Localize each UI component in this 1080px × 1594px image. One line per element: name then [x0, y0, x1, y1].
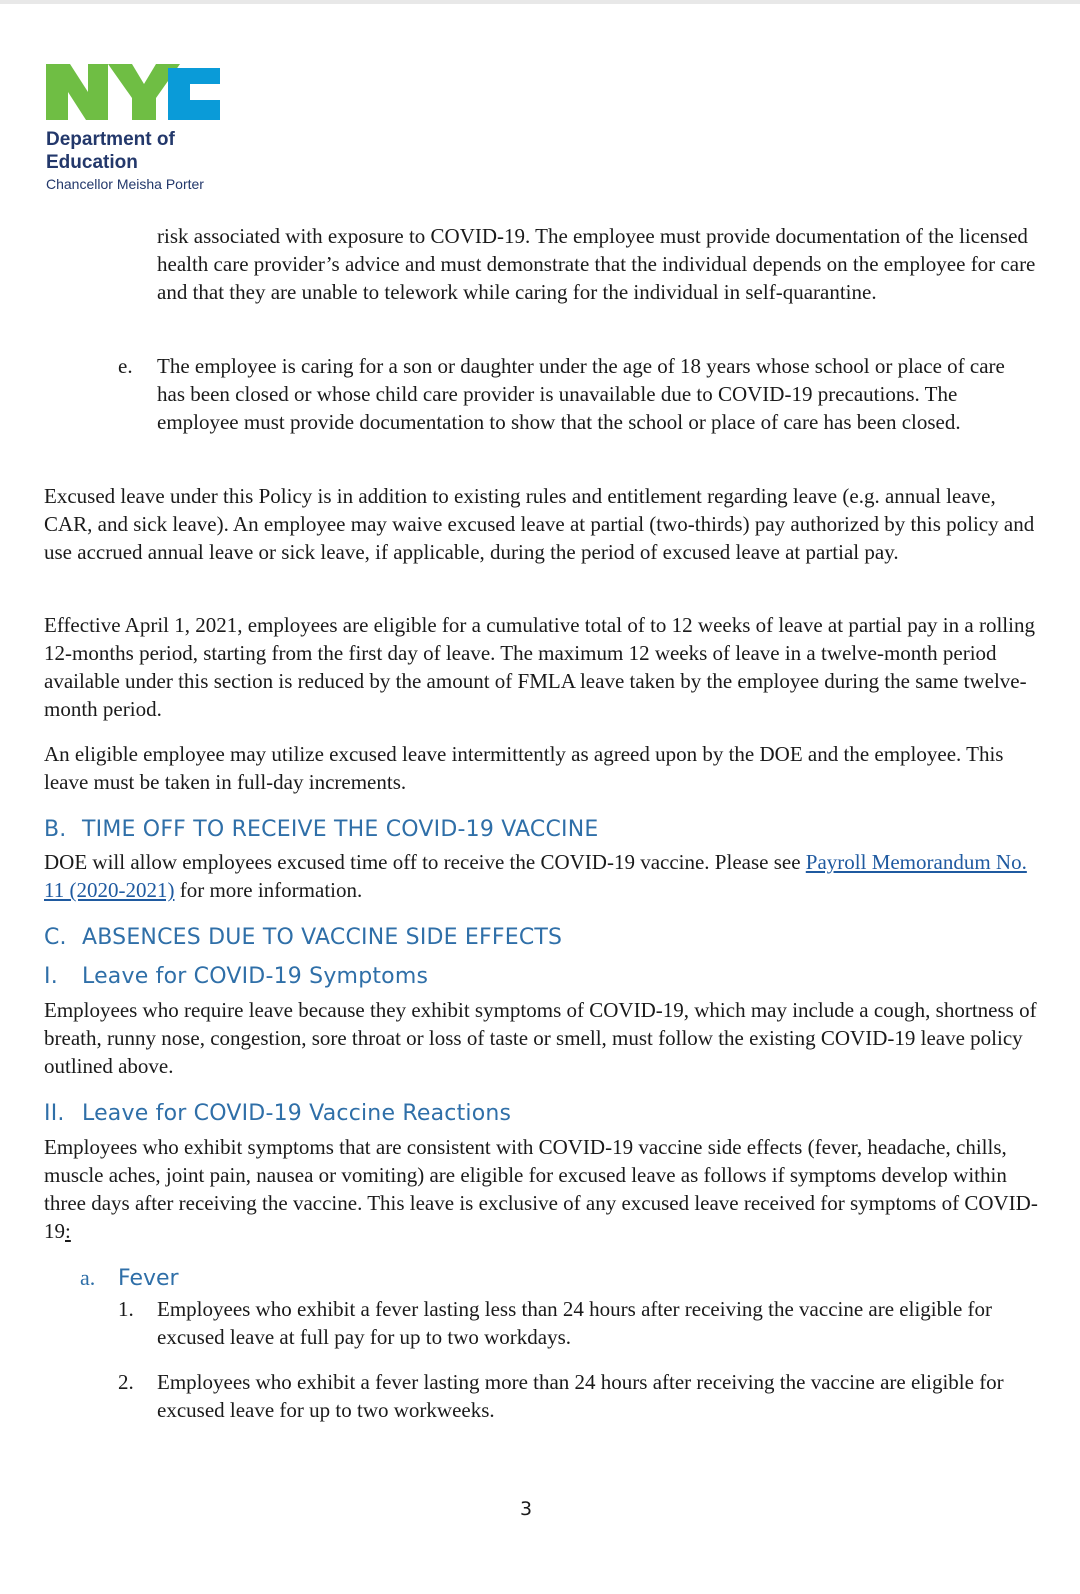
heading-section-b — [44, 816, 599, 844]
subheading-fever — [80, 1264, 179, 1293]
continuation-paragraph: risk associated with exposure to COVID-19. The employee must provide documentation of the licensed health care provider’s advice and must demonstrate that the individual depends on the employee for care and that they are unable to telework while caring for the individual in self-quarantine. — [157, 224, 1036, 304]
section-b-text-end: for more information. — [174, 878, 363, 902]
section-ii-colon: : — [65, 1219, 71, 1243]
nyc-wordmark-icon — [44, 62, 224, 124]
heading-section-ii — [44, 1100, 511, 1128]
section-b-number: B. — [44, 817, 67, 842]
department-name: Department of Education — [46, 129, 175, 173]
section-c-number: C. — [44, 925, 67, 950]
list-marker-2: 2. — [118, 1370, 134, 1394]
list-item-e: The employee is caring for a son or daughter under the age of 18 years whose school or place of care has been closed or whose child care provider is unavailable due to COVID-19 precautions. The employee must provide documentation to show that the school or place of care has been closed. — [157, 354, 1005, 434]
heading-section-i — [44, 963, 428, 991]
paragraph-section-b — [44, 848, 1044, 904]
payroll-memorandum-link[interactable]: Payroll Memorandum No. 11 (2020-2021) — [44, 850, 1027, 902]
paragraph-section-i: Employees who require leave because they exhibit symptoms of COVID-19, which may include a cough, shortness of breath, runny nose, congestion, sore throat or loss of taste or smell, must follow the existing COVID-19 leave policy outlined above. — [44, 998, 1037, 1078]
section-c-title: ABSENCES DUE TO VACCINE SIDE EFFECTS — [82, 925, 563, 950]
paragraph-effective-date: Effective April 1, 2021, employees are eligible for a cumulative total of to 12 weeks of leave at partial pay in a rolling 12-months period, starting from the first day of leave. The maximum 12 weeks of leave in a twelve-month period available under this section is reduced by the amount of FMLA leave taken by the employee during the same twelve-month period. — [44, 613, 1035, 721]
subheading-title: Fever — [118, 1266, 179, 1291]
paragraph-intermittent: An eligible employee may utilize excused leave intermittently as agreed upon by the DOE and the employee. This leave must be taken in full-day increments. — [44, 742, 1004, 794]
list-marker-1: 1. — [118, 1297, 134, 1321]
nyc-doe-logo — [44, 62, 254, 197]
section-ii-number: II. — [44, 1101, 65, 1126]
top-edge — [0, 0, 1080, 4]
page-number: 3 — [520, 1498, 533, 1520]
section-b-text: DOE will allow employees excused time off to receive the COVID-19 vaccine. Please see — [44, 850, 806, 874]
section-b-title: TIME OFF TO RECEIVE THE COVID-19 VACCINE — [82, 817, 599, 842]
paragraph-excused-leave: Excused leave under this Policy is in addition to existing rules and entitlement regarding leave (e.g. annual leave, CAR, and sick leave). An employee may waive excused leave at partial (two-thirds) pay authorized by this policy and use accrued annual leave or sick leave, if applicable, during the period of excused leave at partial pay. — [44, 484, 1035, 564]
list-item-fever-long: Employees who exhibit a fever lasting more than 24 hours after receiving the vaccine are eligible for excused leave for up to two workweeks. — [157, 1370, 1004, 1422]
section-ii-title: Leave for COVID-19 Vaccine Reactions — [82, 1101, 512, 1126]
section-ii-text: Employees who exhibit symptoms that are consistent with COVID-19 vaccine side effects (fever, headache, chills, muscle aches, joint pain, nausea or vomiting) are eligible for excused leave as follows if symptoms develop within three days after receiving the vaccine. This leave is exclusive of any excused leave received for symptoms of COVID-19 — [44, 1135, 1038, 1243]
section-i-number: I. — [44, 964, 58, 989]
paragraph-section-ii — [44, 1133, 1044, 1245]
section-i-title: Leave for COVID-19 Symptoms — [82, 964, 429, 989]
subheading-letter: a. — [80, 1265, 96, 1290]
list-marker-e: e. — [118, 354, 133, 378]
chancellor-name: Chancellor Meisha Porter — [46, 176, 204, 192]
heading-section-c — [44, 924, 562, 952]
list-item-fever-short: Employees who exhibit a fever lasting less than 24 hours after receiving the vaccine are eligible for excused leave at full pay for up to two workdays. — [157, 1297, 993, 1349]
